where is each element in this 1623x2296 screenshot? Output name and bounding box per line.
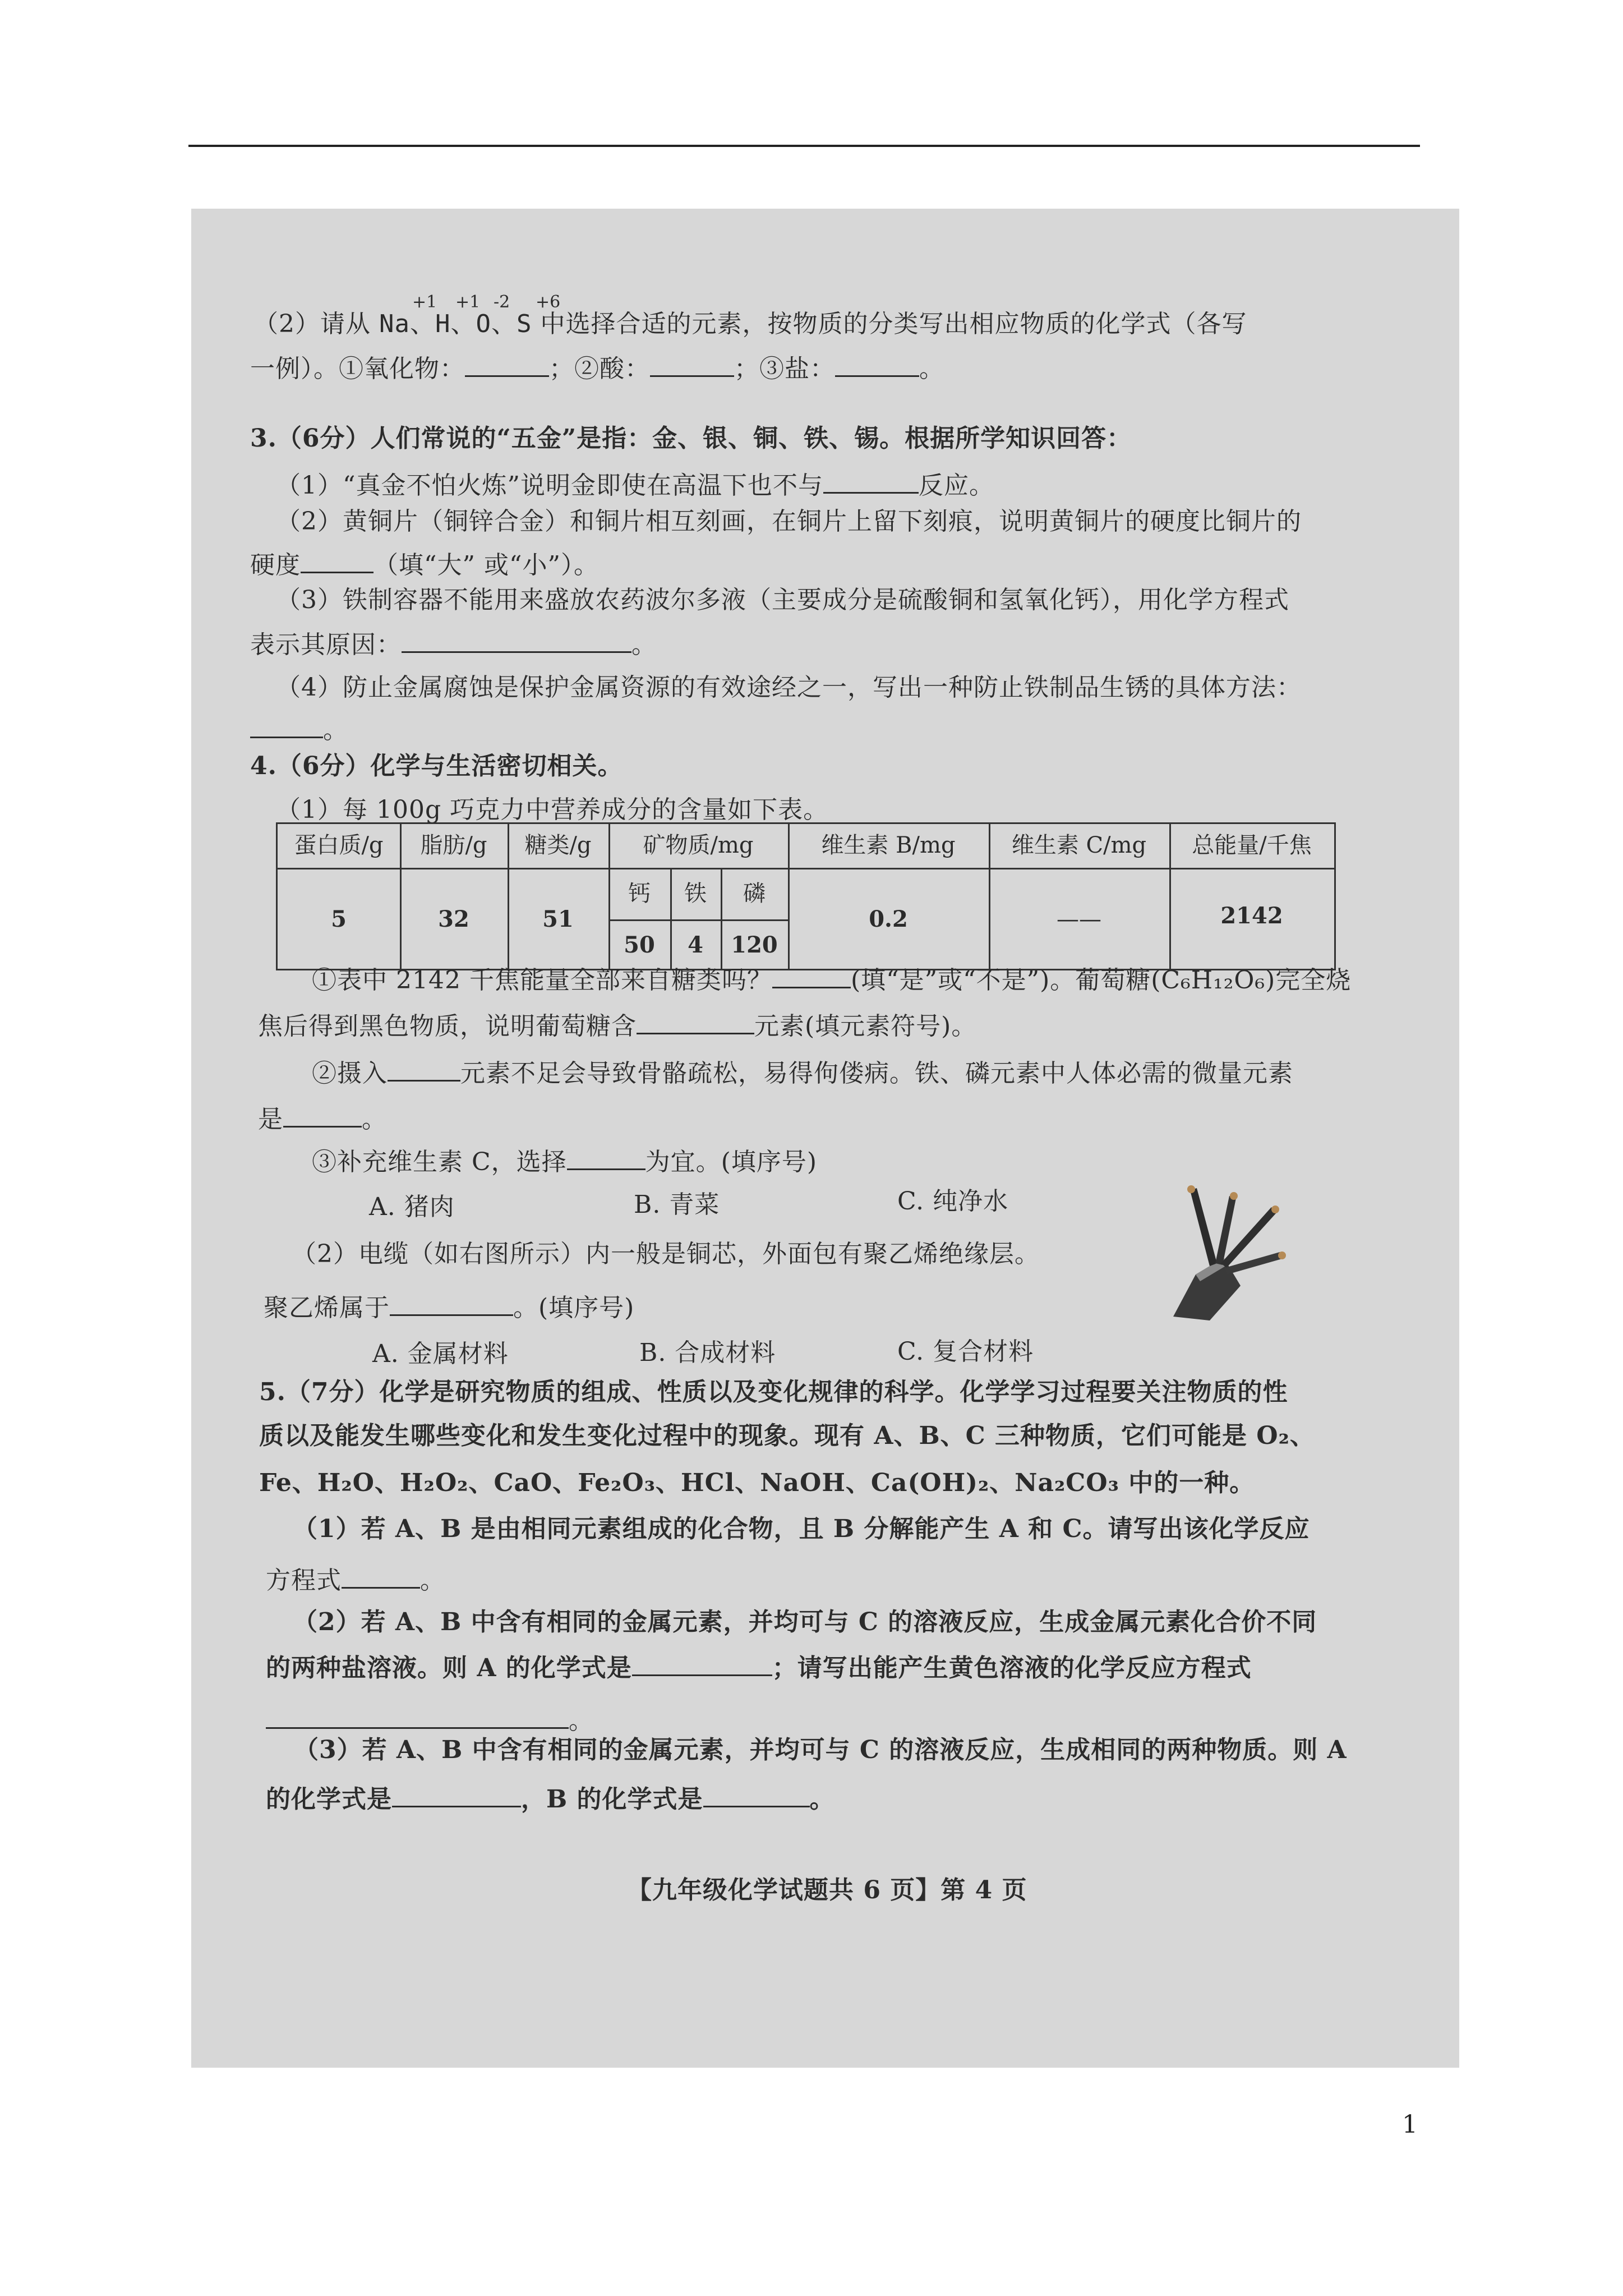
page-number: 1	[1402, 2110, 1418, 2139]
q2-2-text-b: 中选择合适的元素，按物质的分类写出相应物质的化学式（各写	[540, 310, 1247, 338]
q3-p3-line2	[250, 628, 657, 662]
q4-s3-text: ③补充维生素 C，选择	[312, 1148, 567, 1176]
subheader-phosphorus: 磷	[743, 881, 766, 907]
answer-blank-oxide[interactable]	[465, 353, 549, 377]
answer-blank-acid[interactable]	[650, 353, 734, 377]
q3-p3-line1: （3）铁制容器不能用来盛放农药波尔多液（主要成分是硫酸铜和氢氧化钙），用化学方程式	[276, 586, 1289, 614]
header-protein: 蛋白质/g	[294, 832, 384, 858]
q4-s1-end: 元素(填元素符号)。	[754, 1012, 977, 1041]
answer-blank-q5-2b[interactable]	[266, 1705, 569, 1729]
q2-2-acid-label: ；②酸：	[549, 355, 650, 383]
q3-p4-line1: （4）防止金属腐蚀是保护金属资源的有效途经之一，写出一种防止铁制品生锈的具体方法：	[276, 673, 1302, 702]
q5-p1-line1: （1）若 A、B 是由相同元素组成的化合物，且 B 分解能产生 A 和 C。请写出该化学反应	[293, 1515, 1310, 1543]
q3-p2-end: （填“大” 或“小”）。	[374, 551, 599, 579]
q4-s2-line1	[312, 1057, 1293, 1091]
q4-s3-option-b: B. 青菜	[634, 1190, 720, 1219]
q2-2-salt-label: ；③盐：	[734, 355, 835, 383]
q4-s1-text-c: 焦后得到黑色物质，说明葡萄糖含	[258, 1012, 637, 1041]
answer-blank-q5-3a[interactable]	[392, 1783, 521, 1807]
answer-blank-q3-4[interactable]	[250, 714, 323, 738]
q4-p2-end: 。(填序号)	[513, 1294, 635, 1322]
q4-s3-end: 为宜。(填序号)	[645, 1148, 817, 1176]
q5-p2-line1: （2）若 A、B 中含有相同的金属元素，并均可与 C 的溶液反应，生成金属元素化合价不同	[293, 1608, 1317, 1636]
header-rule	[188, 145, 1420, 147]
q3-p4-line2	[250, 714, 348, 747]
q5-p3-end: 。	[809, 1785, 835, 1814]
q3-p1-end: 反应。	[918, 471, 994, 500]
header-sugar: 糖类/g	[524, 832, 592, 858]
q5-p1-line2	[266, 1564, 445, 1598]
q2-2-line2	[250, 352, 944, 386]
header-energy: 总能量/千焦	[1192, 832, 1312, 858]
valence-s: +6	[536, 292, 561, 312]
q4-p2-line1: （2）电缆（如右图所示）内一般是铜芯，外面包有聚乙烯绝缘层。	[292, 1240, 1040, 1268]
header-minerals: 矿物质/mg	[643, 832, 754, 858]
q4-s2-text-c: 是	[258, 1105, 283, 1134]
q5-p3-line1: （3）若 A、B 中含有相同的金属元素，并均可与 C 的溶液反应，生成相同的两种物质。则 A	[294, 1736, 1347, 1764]
answer-blank-q3-3[interactable]	[402, 629, 631, 653]
q5-p2-text-b: ；请写出能产生黄色溶液的化学反应方程式	[772, 1654, 1252, 1682]
q5-p3-text: 的化学式是	[266, 1785, 392, 1814]
q4-s2-end: 。	[362, 1105, 387, 1134]
q5-p1-end: 。	[420, 1566, 445, 1595]
q4-s2-text: ②摄入	[312, 1059, 388, 1088]
q5-p2-line2	[266, 1651, 1252, 1685]
table-row-divider	[278, 868, 1334, 869]
cable-illustration	[1156, 1174, 1298, 1326]
answer-blank-q5-2a[interactable]	[632, 1652, 772, 1676]
value-calcium: 50	[624, 932, 655, 958]
q4-title: 4.（6分）化学与生活密切相关。	[250, 752, 623, 780]
answer-blank-salt[interactable]	[835, 353, 919, 377]
q2-2-text-a: （2）请从	[253, 310, 371, 338]
q5-intro-line3: Fe、H₂O、H₂O₂、CaO、Fe₂O₃、HCl、NaOH、Ca(OH)₂、Na₂CO₃ 中的一种。	[259, 1469, 1255, 1497]
page-footer: 【九年级化学试题共 6 页】第 4 页	[627, 1876, 1027, 1904]
q4-p2-text: 聚乙烯属于	[264, 1294, 390, 1322]
answer-blank-q5-1[interactable]	[342, 1565, 420, 1589]
q5-p2-text: 的两种盐溶液。则 A 的化学式是	[266, 1654, 632, 1682]
q3-p4-end: 。	[323, 716, 348, 744]
value-iron: 4	[688, 932, 703, 958]
header-vitamin-b: 维生素 B/mg	[821, 832, 956, 858]
q3-title: 3.（6分）人们常说的“五金”是指：金、银、铜、铁、锡。根据所学知识回答：	[250, 424, 1132, 453]
table-row-divider	[608, 919, 788, 921]
q5-p2-line3	[266, 1704, 594, 1738]
value-vitamin-b: 0.2	[869, 906, 908, 932]
valence-na: +1	[412, 292, 437, 312]
q3-p2-line1: （2）黄铜片（铜锌合金）和铜片相互刻画，在铜片上留下刻痕，说明黄铜片的硬度比铜片的	[276, 507, 1302, 536]
value-vitamin-c: ——	[1057, 907, 1101, 932]
q4-p2-option-a: A. 金属材料	[372, 1340, 509, 1368]
answer-blank-q4-polyethylene[interactable]	[390, 1292, 513, 1316]
q4-p2-option-c: C. 复合材料	[897, 1337, 1034, 1366]
answer-blank-q3-2[interactable]	[301, 549, 374, 573]
subheader-calcium: 钙	[628, 881, 651, 907]
q2-2-end: 。	[919, 355, 944, 383]
q5-intro-line2: 质以及能发生哪些变化和发生变化过程中的现象。现有 A、B、C 三种物质，它们可能是 O₂、	[259, 1421, 1315, 1450]
value-fat: 32	[438, 906, 469, 932]
q3-p3-text: 表示其原因：	[250, 631, 402, 659]
q3-p2-line2	[250, 549, 599, 582]
q4-s3-option-a: A. 猪肉	[369, 1193, 455, 1221]
nutrition-table	[276, 822, 1336, 970]
q4-s2-line2	[258, 1103, 387, 1137]
valence-o: -2	[494, 292, 510, 312]
q4-s1-line2	[258, 1010, 976, 1043]
q5-intro-line1: 5.（7分）化学是研究物质的组成、性质以及变化规律的科学。化学学习过程要关注物质的性	[259, 1378, 1288, 1406]
q5-p1-text: 方程式	[266, 1566, 342, 1595]
q4-s2-text-b: 元素不足会导致骨骼疏松，易得佝偻病。铁、磷元素中人体必需的微量元素	[460, 1059, 1293, 1088]
answer-blank-q4-energy[interactable]	[772, 964, 851, 988]
answer-blank-q5-3b[interactable]	[703, 1783, 810, 1807]
q4-s3	[312, 1145, 817, 1179]
q3-p1	[276, 469, 994, 503]
q4-s3-option-c: C. 纯净水	[897, 1187, 1009, 1216]
header-fat: 脂肪/g	[420, 832, 487, 858]
q4-s1-text-b: (填“是”或“不是”)。葡萄糖(C₆H₁₂O₆)完全烧	[850, 966, 1352, 995]
q4-p2-option-b: B. 合成材料	[639, 1338, 776, 1367]
value-protein: 5	[331, 906, 347, 932]
q5-p3-text-b: ，B 的化学式是	[521, 1785, 703, 1814]
answer-blank-q4-element[interactable]	[637, 1010, 754, 1034]
valence-h: +1	[455, 292, 481, 312]
q3-p2-text: 硬度	[250, 551, 301, 579]
answer-blank-q4-trace[interactable]	[283, 1103, 362, 1128]
q4-s1-text: ①表中 2142 千焦能量全部来自糖类吗？	[312, 966, 772, 995]
q3-p3-end: 。	[631, 631, 657, 659]
q3-p1-text: （1）“真金不怕火炼”说明金即使在高温下也不与	[276, 471, 823, 500]
q4-s1-line1	[312, 964, 1351, 997]
q2-2-line1	[253, 307, 1247, 341]
q4-p1: （1）每 100g 巧克力中营养成分的含量如下表。	[276, 795, 829, 824]
value-energy: 2142	[1220, 903, 1283, 929]
q2-2-elements: Na、H、O、S	[379, 310, 532, 338]
answer-blank-q3-1[interactable]	[823, 470, 919, 494]
q4-p2-line2	[264, 1291, 634, 1325]
q5-p2-end: 。	[569, 1706, 594, 1735]
answer-blank-q4-calcium[interactable]	[388, 1057, 460, 1082]
subheader-iron: 铁	[684, 881, 707, 907]
q5-p3-line2	[266, 1783, 835, 1816]
answer-blank-q4-vitc[interactable]	[567, 1146, 645, 1170]
header-vitamin-c: 维生素 C/mg	[1011, 832, 1147, 858]
value-sugar: 51	[542, 906, 574, 932]
q2-2-oxide-label: 一例）。①氧化物：	[250, 355, 465, 383]
value-phosphorus: 120	[731, 932, 778, 958]
